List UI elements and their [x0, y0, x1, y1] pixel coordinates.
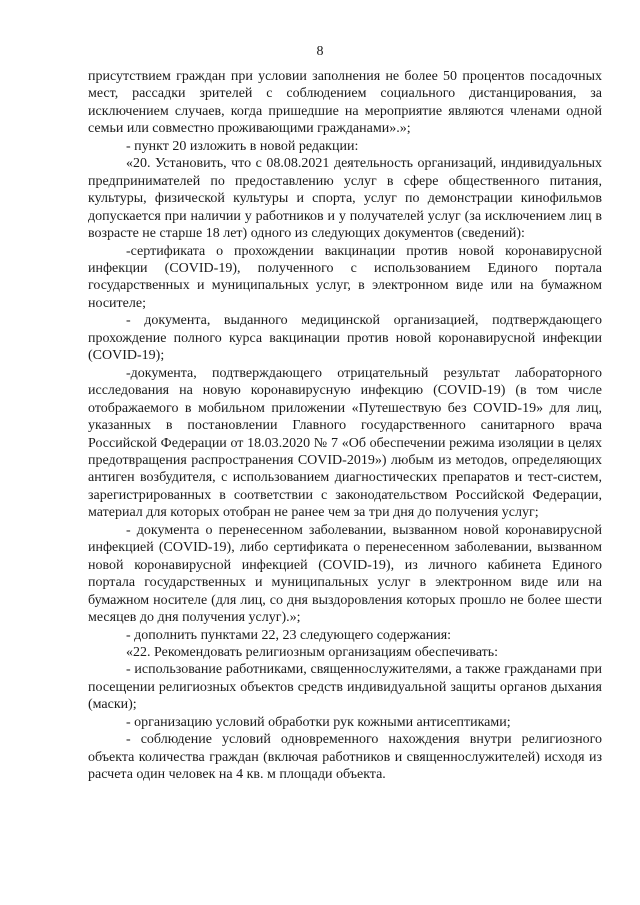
paragraph-vaccination-certificate: -сертификата о прохождении вакцинации против новой коронавирусной инфекции (COVID-19), полученного с использованием Единого портала государственных и муниципальных услуг, в электронном виде или на бумажном носителе; [88, 243, 602, 311]
paragraph-masks: - использование работниками, священнослужителями, а также гражданами при посещении религиозных объектов средств индивидуальной защиты органов дыхания (маски); [88, 662, 602, 713]
paragraph-antiseptics: - организацию условий обработки рук кожными антисептиками; [126, 714, 511, 730]
paragraph-occupancy: - соблюдение условий одновременного нахождения внутри религиозного объекта количества граждан (включая работников и священнослужителей) исходя из расчета один человек на 4 кв. м площади объекта. [88, 732, 602, 783]
paragraph-medical-document: - документа, выданного медицинской организацией, подтверждающего прохождение полного курса вакцинации против новой коронавирусной инфекции (COVID-19); [88, 313, 602, 364]
paragraph-continuation: присутствием граждан при условии заполнения не более 50 процентов посадочных мест, рассадки зрителей с соблюдением социального дистанцирования, за исключением случаев, когда пришедшие на мероприятие являются членами одной семьи или совместно проживающими гражданами».»; [88, 69, 602, 137]
page-number: 8 [316, 44, 324, 59]
paragraph-add-items: - дополнить пунктами 22, 23 следующего содержания: [126, 627, 452, 643]
paragraph-item-20-text: «20. Установить, что с 08.08.2021 деятельность организаций, индивидуальных предпринимателей по предоставлению услуг в сфере общественного питания, культуры, физической культуры и спорта, услуг по демонстрации кинофильмов допускается при наличии у работников и у получателей услуг (за исключением лиц в возрасте не старше 18 лет) одного из следующих документов (сведений): [88, 156, 602, 242]
paragraph-recovery-document: - документа о перенесенном заболевании, вызванном новой коронавирусной инфекцией (COVID-19), либо сертификата о перенесенном заболевании, вызванном новой коронавирусной инфекцией (COVID-19), из личного кабинета Единого портала государственных и муниципальных услуг в электронном виде или на бумажном носителе (для лиц, со дня выздоровления которых прошло не более шести месяцев до дня получения услуг).»; [88, 522, 602, 626]
document-body [88, 68, 602, 784]
paragraph-item-22: «22. Рекомендовать религиозным организациям обеспечивать: [126, 644, 499, 660]
paragraph-item-20-intro: - пункт 20 изложить в новой редакции: [126, 138, 359, 154]
paragraph-negative-test: -документа, подтверждающего отрицательный результат лабораторного исследования на новую коронавирусную инфекцию (COVID-19) (в том числе отображаемого в мобильном приложении «Путешествую без COVID-19» для лиц, указанных в постановлении Главного государственного санитарного врача Российской Федерации от 18.03.2020 № 7 «Об обеспечении режима изоляции в целях предотвращения распространения COVID-2019») любым из методов, определяющих антиген возбудителя, с использованием диагностических препаратов и тест-систем, зарегистрированных в соответствии с законодательством Российской Федерации, материал для которых отобран не ранее чем за три дня до получения услуг; [88, 365, 602, 521]
